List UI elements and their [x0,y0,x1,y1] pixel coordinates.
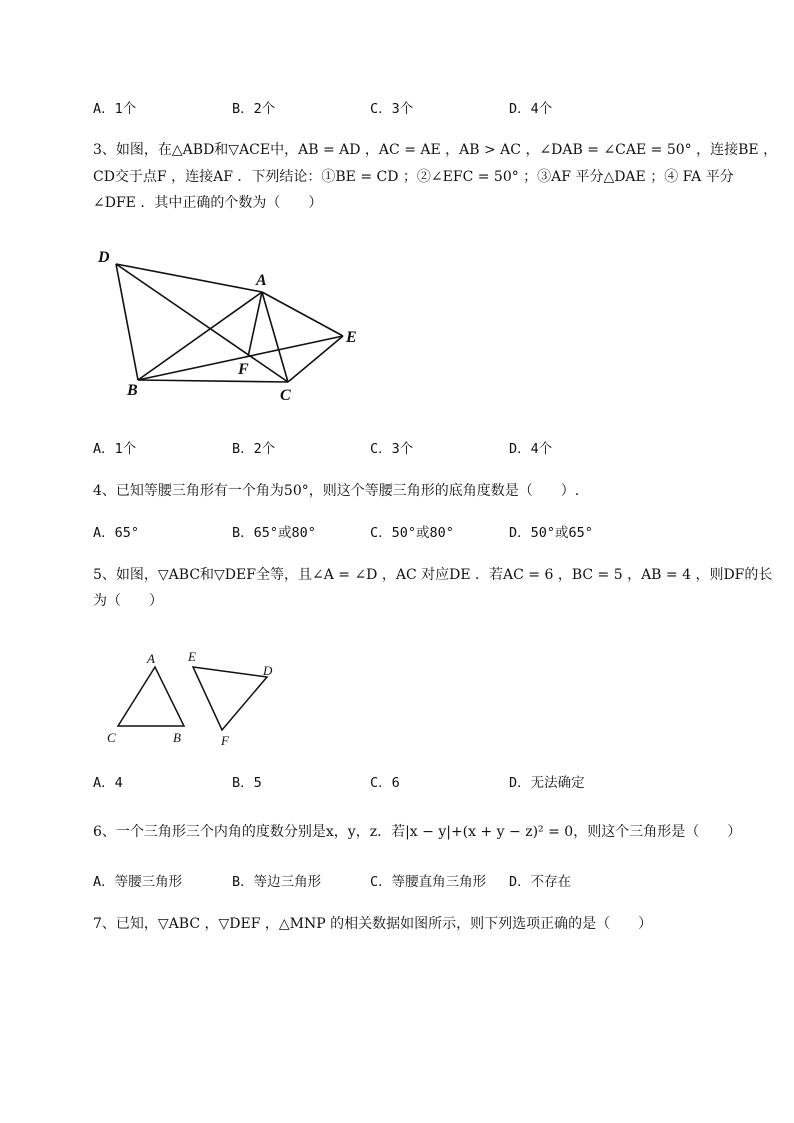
q4-option-a: A．65° [93,525,140,541]
q5-label-f: F [221,733,229,748]
q3-stem-line-3: ∠DFE ．其中正确的个数为（ ） [93,195,323,211]
q3-segment-d-b [116,264,138,380]
q3-segment-a-f [248,292,262,357]
q6-option-b: B．等边三角形 [232,874,322,890]
q3-label-f: F [238,361,249,378]
q2-option-a: A．1个 [93,101,137,117]
q5-triangle-abc [118,667,184,726]
q3-option-b: B．2个 [232,441,276,457]
q3-segment-a-c [262,292,288,382]
q3-option-a: A．1个 [93,441,137,457]
q5-label-d: D [263,663,273,678]
q2-option-b: B．2个 [232,101,276,117]
q3-option-c: C．3个 [370,441,414,457]
q5-label-e: E [188,649,196,664]
q2-option-c: C．3个 [370,101,414,117]
q6-option-c: C．等腰直角三角形 [370,874,487,890]
q3-label-d: D [98,249,110,266]
q4-option-c: C．50°或80° [370,525,454,541]
q3-stem-line-1: 3、如图，在△ABD和▽ACE中，AB = AD ，AC = AE ，AB > AC ，∠DAB = ∠CAE = 50° ，连接BE ， [93,142,778,158]
q2-option-d: D．4个 [509,101,553,117]
q6-stem: 6、一个三角形三个内角的度数分别是x，y，z．若|x − y|+(x + y − z)² = 0，则这个三角形是（ ） [93,824,742,840]
q3-label-b: B [127,382,138,399]
q3-figure [90,240,380,410]
q5-option-a: A．4 [93,775,123,791]
q3-label-c: C [280,387,291,404]
q3-option-d: D．4个 [509,441,553,457]
q6-option-a: A．等腰三角形 [93,874,183,890]
q3-stem-line-2: CD交于点F ，连接AF ．下列结论：①BE = CD ；②∠EFC = 50° ；③AF 平分△DAE ；④ FA 平分 [93,169,734,185]
q4-option-b: B．65°或80° [232,525,316,541]
q5-stem-line-2: 为（ ） [93,593,163,609]
q4-stem: 4、已知等腰三角形有一个角为50°，则这个等腰三角形的底角度数是（ ）. [93,483,580,499]
q5-label-c: C [107,730,116,745]
q4-option-d: D．50°或65° [509,525,593,541]
q6-option-d: D．不存在 [509,874,572,890]
q5-stem-line-1: 5、如图，▽ABC和▽DEF全等，且∠A = ∠D ，AC 对应DE ．若AC = 6 ，BC = 5 ，AB = 4 ，则DF的长 [93,567,773,583]
q3-segment-e-c [288,336,343,382]
q5-triangle-def [193,667,267,730]
q3-label-e: E [346,329,357,346]
q5-figure [100,645,290,750]
q5-label-b: B [173,730,181,745]
q7-stem: 7、已知，▽ABC ，▽DEF ，△MNP 的相关数据如图所示，则下列选项正确的是（ ） [93,916,653,932]
q3-segment-b-c [138,380,288,382]
q3-segment-d-a [116,264,262,292]
q3-segment-a-e [262,292,343,336]
q3-label-a: A [256,272,267,289]
q5-option-d: D．无法确定 [509,775,585,791]
q5-label-a: A [147,651,155,666]
q5-option-b: B．5 [232,775,262,791]
q5-option-c: C．6 [370,775,400,791]
